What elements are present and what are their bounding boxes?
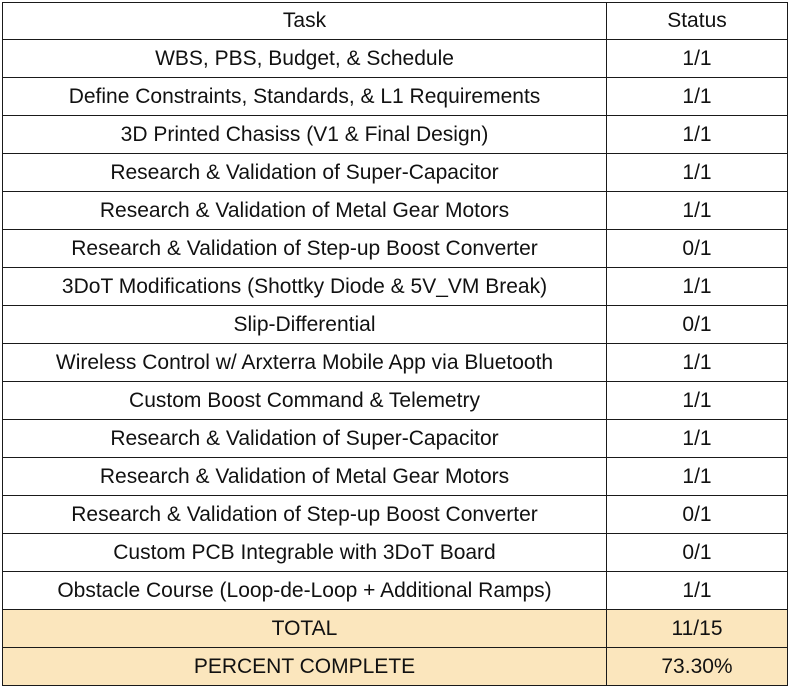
status-cell: 1/1: [607, 420, 788, 458]
table-row: [3, 496, 788, 534]
task-status-table: [2, 2, 788, 686]
percent-complete-label: PERCENT COMPLETE: [3, 648, 607, 686]
total-row: [3, 610, 788, 648]
status-cell: 0/1: [607, 534, 788, 572]
table-header: [3, 3, 788, 40]
task-column-header: Task: [3, 3, 607, 40]
status-cell: 1/1: [607, 192, 788, 230]
table-row: [3, 458, 788, 496]
task-cell: Define Constraints, Standards, & L1 Requirements: [3, 78, 607, 116]
status-cell: 1/1: [607, 572, 788, 610]
status-cell: 1/1: [607, 382, 788, 420]
table-row: [3, 306, 788, 344]
task-cell: Custom PCB Integrable with 3DoT Board: [3, 534, 607, 572]
status-cell: 0/1: [607, 230, 788, 268]
status-column-header: Status: [607, 3, 788, 40]
status-cell: 1/1: [607, 154, 788, 192]
task-cell: Research & Validation of Step-up Boost Converter: [3, 496, 607, 534]
task-cell: Research & Validation of Metal Gear Motors: [3, 192, 607, 230]
status-cell: 1/1: [607, 268, 788, 306]
table-row: [3, 534, 788, 572]
percent-complete-row: [3, 648, 788, 686]
task-cell: WBS, PBS, Budget, & Schedule: [3, 40, 607, 78]
status-cell: 1/1: [607, 40, 788, 78]
table-row: [3, 78, 788, 116]
status-cell: 1/1: [607, 458, 788, 496]
status-cell: 0/1: [607, 496, 788, 534]
table-row: [3, 572, 788, 610]
status-cell: 1/1: [607, 344, 788, 382]
table-row: [3, 154, 788, 192]
table-row: [3, 268, 788, 306]
task-cell: Slip-Differential: [3, 306, 607, 344]
task-cell: Research & Validation of Super-Capacitor: [3, 154, 607, 192]
total-label: TOTAL: [3, 610, 607, 648]
task-cell: 3D Printed Chasiss (V1 & Final Design): [3, 116, 607, 154]
table-row: [3, 116, 788, 154]
table-row: [3, 230, 788, 268]
table-row: [3, 420, 788, 458]
percent-complete-value: 73.30%: [607, 648, 788, 686]
header-row: [3, 3, 788, 40]
task-cell: 3DoT Modifications (Shottky Diode & 5V_VM Break): [3, 268, 607, 306]
task-cell: Wireless Control w/ Arxterra Mobile App via Bluetooth: [3, 344, 607, 382]
total-value: 11/15: [607, 610, 788, 648]
task-cell: Research & Validation of Metal Gear Motors: [3, 458, 607, 496]
task-cell: Research & Validation of Super-Capacitor: [3, 420, 607, 458]
status-cell: 1/1: [607, 116, 788, 154]
table-row: [3, 40, 788, 78]
task-cell: Research & Validation of Step-up Boost Converter: [3, 230, 607, 268]
table-row: [3, 192, 788, 230]
table-row: [3, 382, 788, 420]
table-row: [3, 344, 788, 382]
task-cell: Obstacle Course (Loop-de-Loop + Additional Ramps): [3, 572, 607, 610]
task-cell: Custom Boost Command & Telemetry: [3, 382, 607, 420]
status-cell: 0/1: [607, 306, 788, 344]
table-summary: [3, 610, 788, 686]
status-cell: 1/1: [607, 78, 788, 116]
table-body: [3, 40, 788, 610]
